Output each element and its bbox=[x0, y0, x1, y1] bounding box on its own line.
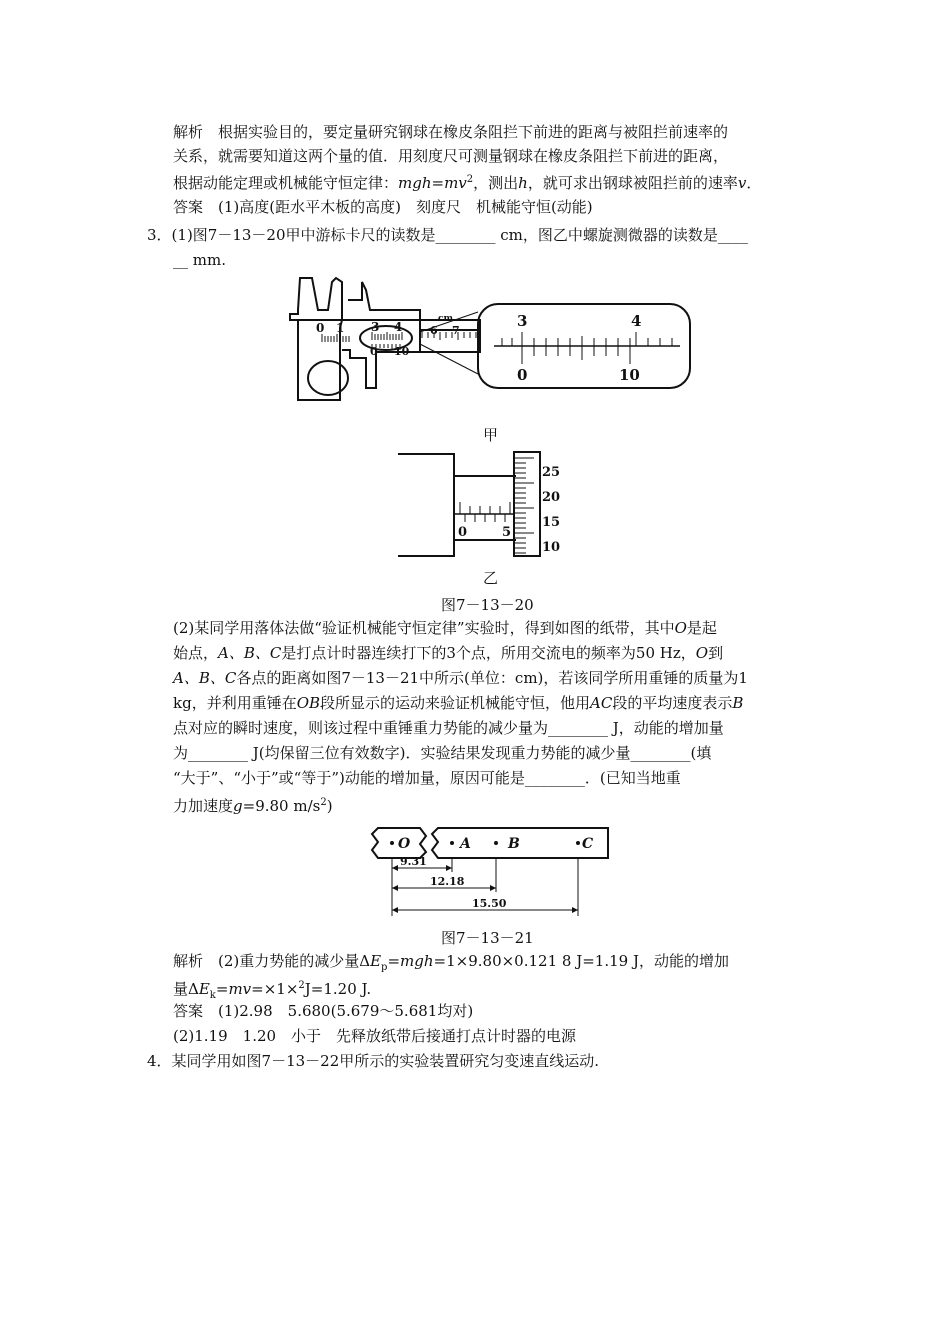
distance-OA: 9.31 bbox=[400, 855, 427, 868]
caliper-zoom-label: 3 bbox=[371, 320, 380, 334]
analysis-line-1: 解析 根据实验目的，要定量研究钢球在橡皮条阻拦下前进的距离与被阻拦前速率的 bbox=[173, 123, 729, 141]
micrometer-thimble-label: 15 bbox=[542, 515, 561, 530]
micrometer-thimble-label: 20 bbox=[542, 490, 561, 505]
tape-point-O bbox=[390, 841, 394, 845]
q3-p2-line-5: 点对应的瞬时速度，则该过程中重锤重力势能的减少量为________ J，动能的增加量 bbox=[173, 719, 724, 737]
micrometer-sleeve-label: 0 bbox=[458, 525, 468, 540]
caliper-main-label: 0 bbox=[316, 321, 325, 335]
caliper-main-label: 1 bbox=[336, 321, 345, 335]
figure-label-jia: 甲 bbox=[483, 426, 499, 444]
tape-point-C bbox=[576, 841, 580, 845]
tape-point-A bbox=[450, 841, 454, 845]
q3-analysis-line-1: 解析 (2)重力势能的减少量$\Delta E_p=mgh=1\times 9.80\times 0.121$ 8 J=1.19 J，动能的增加 bbox=[173, 952, 729, 973]
magnified-vernier-label: 10 bbox=[619, 366, 640, 384]
tape-label-O: O bbox=[398, 836, 411, 852]
micrometer-thimble-label: 10 bbox=[542, 540, 561, 555]
q3-number: 3． bbox=[147, 226, 172, 244]
figure-caption-20: 图7－13－20 bbox=[441, 596, 534, 614]
vernier-caliper-figure bbox=[280, 270, 700, 420]
q3-line-2: __ mm. bbox=[173, 251, 226, 269]
figure-label-yi: 乙 bbox=[483, 569, 499, 587]
analysis-line-2: 关系，就需要知道这两个量的值．用刻度尺可测量钢球在橡皮条阻拦下前进的距离， bbox=[173, 147, 729, 165]
q3-p2-line-8: 力加速度g=9.80 $m/s^2$) bbox=[173, 797, 333, 815]
q3-p2-line-6: 为________ J(均保留三位有效数字)．实验结果发现重力势能的减少量________(填 bbox=[173, 744, 712, 762]
caliper-vernier-label: 10 bbox=[394, 345, 410, 358]
tape-point-B bbox=[494, 841, 498, 845]
tape-label-C: C bbox=[582, 836, 594, 852]
q3-line-1: 3．(1)图7－13－20甲中游标卡尺的读数是________ cm，图乙中螺旋测微器的读数是____ bbox=[147, 226, 748, 244]
q3-p2-line-2: 始点，A、B、C是打点计时器连续打下的3个点，所用交流电的频率为50 Hz，O到 bbox=[173, 644, 724, 662]
q3-answer-line-1: 答案 (1)2.98 5.680(5.679～5.681均对) bbox=[173, 1002, 474, 1020]
caliper-beam-label: 7 bbox=[452, 324, 460, 337]
distance-OC: 15.50 bbox=[472, 897, 507, 910]
caliper-zoom-label: 4 bbox=[394, 320, 403, 334]
magnified-main-label: 3 bbox=[517, 312, 528, 330]
caliper-vernier-label: 0 bbox=[370, 345, 378, 358]
q3-analysis-line-2: 量$\Delta E_k=mv=\times 1\times^2J=1.20$ J. bbox=[173, 980, 372, 1001]
micrometer-thimble-label: 25 bbox=[542, 465, 561, 480]
q3-answer-line-2: (2)1.19 1.20 小于 先释放纸带后接通打点计时器的电源 bbox=[173, 1027, 577, 1045]
caliper-beam-label: 6 bbox=[430, 324, 438, 337]
caliper-beam-unit: cm bbox=[438, 314, 454, 324]
q3-p2-line-1: (2)某同学用落体法做“验证机械能守恒定律”实验时，得到如图的纸带，其中O是起 bbox=[173, 619, 717, 637]
micrometer-figure bbox=[398, 450, 578, 560]
magnified-vernier-label: 0 bbox=[517, 366, 528, 384]
distance-OB: 12.18 bbox=[430, 875, 465, 888]
answer-line: 答案 (1)高度(距水平木板的高度) 刻度尺 机械能守恒(动能) bbox=[173, 198, 593, 216]
figure-caption-21: 图7－13－21 bbox=[441, 929, 534, 947]
q4-line: 4．某同学用如图7－13－22甲所示的实验装置研究匀变速直线运动. bbox=[147, 1052, 600, 1070]
q3-p2-line-4: kg，并利用重锤在OB段所显示的运动来验证机械能守恒，他用AC段的平均速度表示B bbox=[173, 694, 744, 712]
micrometer-sleeve-label: 5 bbox=[502, 525, 512, 540]
paper-tape-figure bbox=[368, 824, 618, 924]
tape-label-B: B bbox=[508, 836, 520, 852]
q3-p2-line-7: “大于”、“小于”或“等于”)动能的增加量，原因可能是________．(已知当地重 bbox=[173, 769, 681, 787]
magnified-main-label: 4 bbox=[631, 312, 642, 330]
q4-number: 4． bbox=[147, 1052, 172, 1070]
analysis-line-3: 根据动能定理或机械能守恒定律：$mgh=mv^2$，测出h，就可求出钢球被阻拦前的速率v． bbox=[173, 174, 762, 192]
q3-p2-line-3: A、B、C各点的距离如图7－13－21中所示(单位：cm)，若该同学所用重锤的质量为1 bbox=[173, 669, 748, 687]
tape-label-A: A bbox=[460, 836, 471, 852]
